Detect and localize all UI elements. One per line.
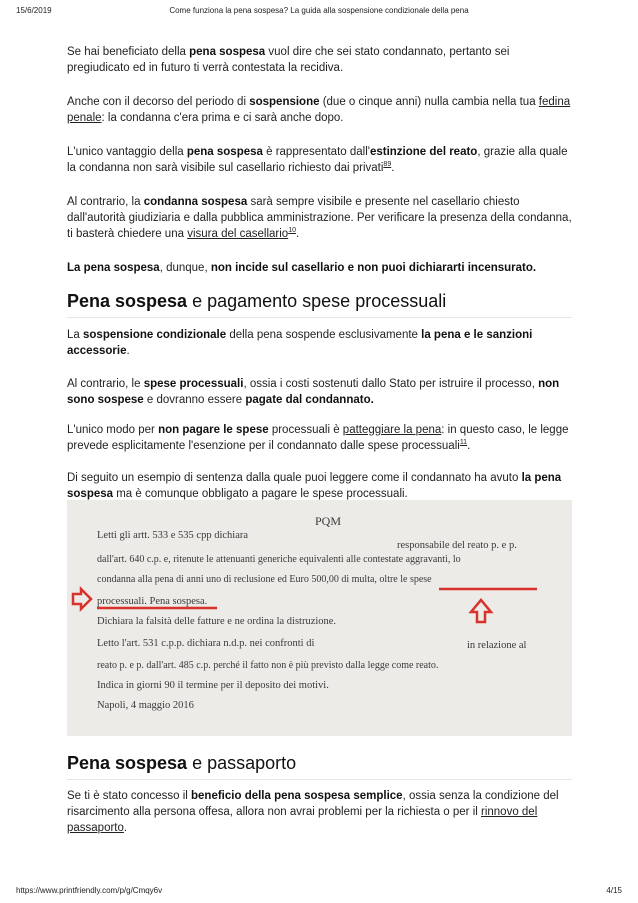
- print-title: Come funziona la pena sospesa? La guida alla sospensione condizionale della pena: [169, 6, 469, 15]
- up-arrow-icon: [471, 600, 491, 622]
- right-arrow-icon: [73, 589, 91, 609]
- scan-line: Napoli, 4 maggio 2016: [97, 700, 194, 711]
- paragraph: Se ti è stato concesso il beneficio della pena sospesa semplice, ossia senza la condizione del risarcimento alla persona offesa, allora non avrai problemi per la richiesta o per il rinnovo del passaporto.: [67, 790, 559, 834]
- scan-line: in relazione al: [467, 640, 527, 651]
- footnote-ref[interactable]: 89: [383, 161, 392, 169]
- scan-line: Dichiara la falsità delle fatture e ne ordina la distruzione.: [97, 616, 337, 627]
- sentence-scan-image: [67, 500, 572, 736]
- footnote-ref[interactable]: 11: [459, 439, 468, 447]
- paragraph: Al contrario, la condanna sospesa sarà sempre visibile e presente nel casellario chiesto dall'autorità giudiziaria e dalla pubblica amministrazione. Per verificare la presenza della condanna, ti basterà chiedere una visura del casellario$^{10}$.: [67, 196, 572, 240]
- scan-line: Letto l'art. 531 c.p.p. dichiara n.d.p. nei confronti di: [97, 638, 315, 649]
- paragraph: La pena sospesa, dunque, non incide sul casellario e non puoi dichiararti incensurato.: [67, 262, 537, 274]
- paragraph: Al contrario, le spese processuali, ossia i costi sostenuti dallo Stato per istruire il processo, non sono sospese e dovranno essere pagate dal condannato.: [67, 378, 560, 406]
- link-patteggiare-pena[interactable]: patteggiare la pena: [342, 424, 442, 436]
- footnote-ref[interactable]: 10: [288, 227, 296, 235]
- page-number: 4/15: [606, 886, 622, 895]
- paragraph: L'unico modo per non pagare le spese processuali è patteggiare la pena: in questo caso, le legge prevede esplicitamente l'esenzione per il condannato dalle spese processuali$^{11}$.: [67, 424, 569, 452]
- paragraph: Se hai beneficiato della pena sospesa vuol dire che sei stato condannato, pertanto sei pregiudicato ed in futuro ti verrà contestata la recidiva.: [67, 46, 510, 74]
- scan-line: Indica in giorni 90 il termine per il deposito dei motivi.: [97, 680, 329, 691]
- scan-line: reato p. e p. dall'art. 485 c.p. perché il fatto non è più previsto dalla legge come reato.: [97, 660, 439, 671]
- link-rinnovo-passaporto[interactable]: rinnovo del passaporto: [67, 806, 538, 834]
- paragraph: Di seguito un esempio di sentenza dalla quale puoi leggere come il condannato ha avuto la pena sospesa ma è comunque obbligato a pagare le spese processuali.: [67, 472, 562, 500]
- scan-line: processuali. Pena sospesa.: [97, 596, 208, 607]
- scan-pqm: PQM: [315, 514, 342, 528]
- link-fedina-penale[interactable]: fedina penale: [67, 96, 571, 124]
- link-visura-casellario[interactable]: visura del casellario: [187, 228, 289, 240]
- paragraph: Anche con il decorso del periodo di sospensione (due o cinque anni) nulla cambia nella tua fedina penale: la condanna c'era prima e ci sarà anche dopo.: [67, 96, 571, 124]
- print-url[interactable]: https://www.printfriendly.com/p/g/Cmqy6v: [16, 886, 163, 895]
- scan-line: dall'art. 640 c.p. e, ritenute le attenuanti generiche equivalenti alle contestate aggravanti, lo: [97, 554, 461, 565]
- section-heading-passaporto: Pena sospesa e passaporto: [67, 752, 572, 780]
- paragraph: La sospensione condizionale della pena sospende esclusivamente la pena e le sanzioni accessorie.: [67, 329, 533, 357]
- scan-line: responsabile del reato p. e p.: [397, 540, 517, 551]
- scan-annotations: [67, 500, 572, 736]
- section-heading-spese: Pena sospesa e pagamento spese processuali: [67, 290, 572, 318]
- paragraph: L'unico vantaggio della pena sospesa è rappresentato dall'estinzione del reato, grazie alla quale la condanna non sarà visibile sul casellario richiesto dai privati$^{89}$.: [67, 146, 568, 174]
- print-date: 15/6/2019: [16, 6, 52, 15]
- scan-line: Letti gli artt. 533 e 535 cpp dichiara: [97, 530, 249, 541]
- scan-line: condanna alla pena di anni uno di reclusione ed Euro 500,00 di multa, oltre le spese: [97, 574, 432, 585]
